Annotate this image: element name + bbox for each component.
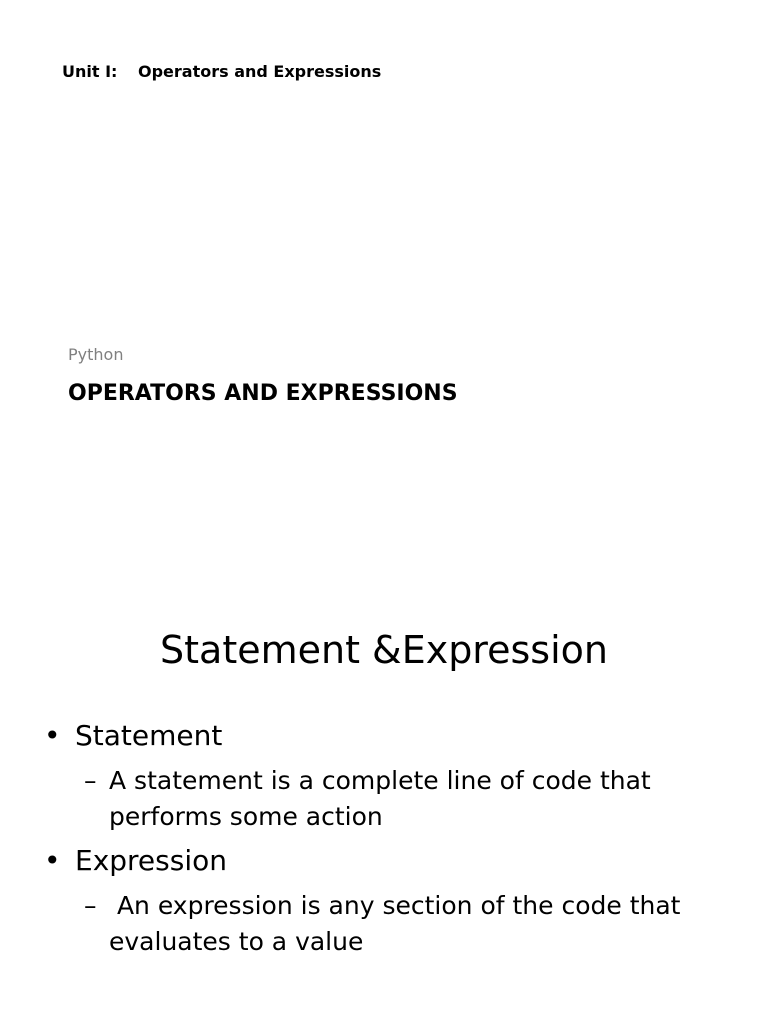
sub-bullet-marker: –: [84, 766, 97, 795]
sub-bullet-marker: –: [84, 891, 97, 920]
bullet-marker: •: [44, 719, 61, 752]
sub-bullet-text: A statement is a complete line of code that performs some action: [109, 766, 651, 831]
bullet-statement: [44, 718, 222, 754]
bullet-label: Statement: [75, 719, 223, 752]
cover-subtitle: Python: [68, 345, 124, 364]
sub-bullet-statement: [84, 763, 724, 835]
sub-bullet-expression: [84, 888, 724, 960]
bullet-marker: •: [44, 844, 61, 877]
unit-title: Operators and Expressions: [138, 62, 382, 81]
sub-bullet-text: An expression is any section of the code that evaluates to a value: [109, 891, 689, 956]
unit-label: Unit I:: [62, 62, 118, 81]
bullet-expression: [44, 843, 227, 879]
unit-header: [62, 62, 381, 82]
slide-title: Statement &Expression: [160, 628, 608, 672]
cover-title: OPERATORS AND EXPRESSIONS: [68, 381, 458, 406]
bullet-label: Expression: [75, 844, 227, 877]
